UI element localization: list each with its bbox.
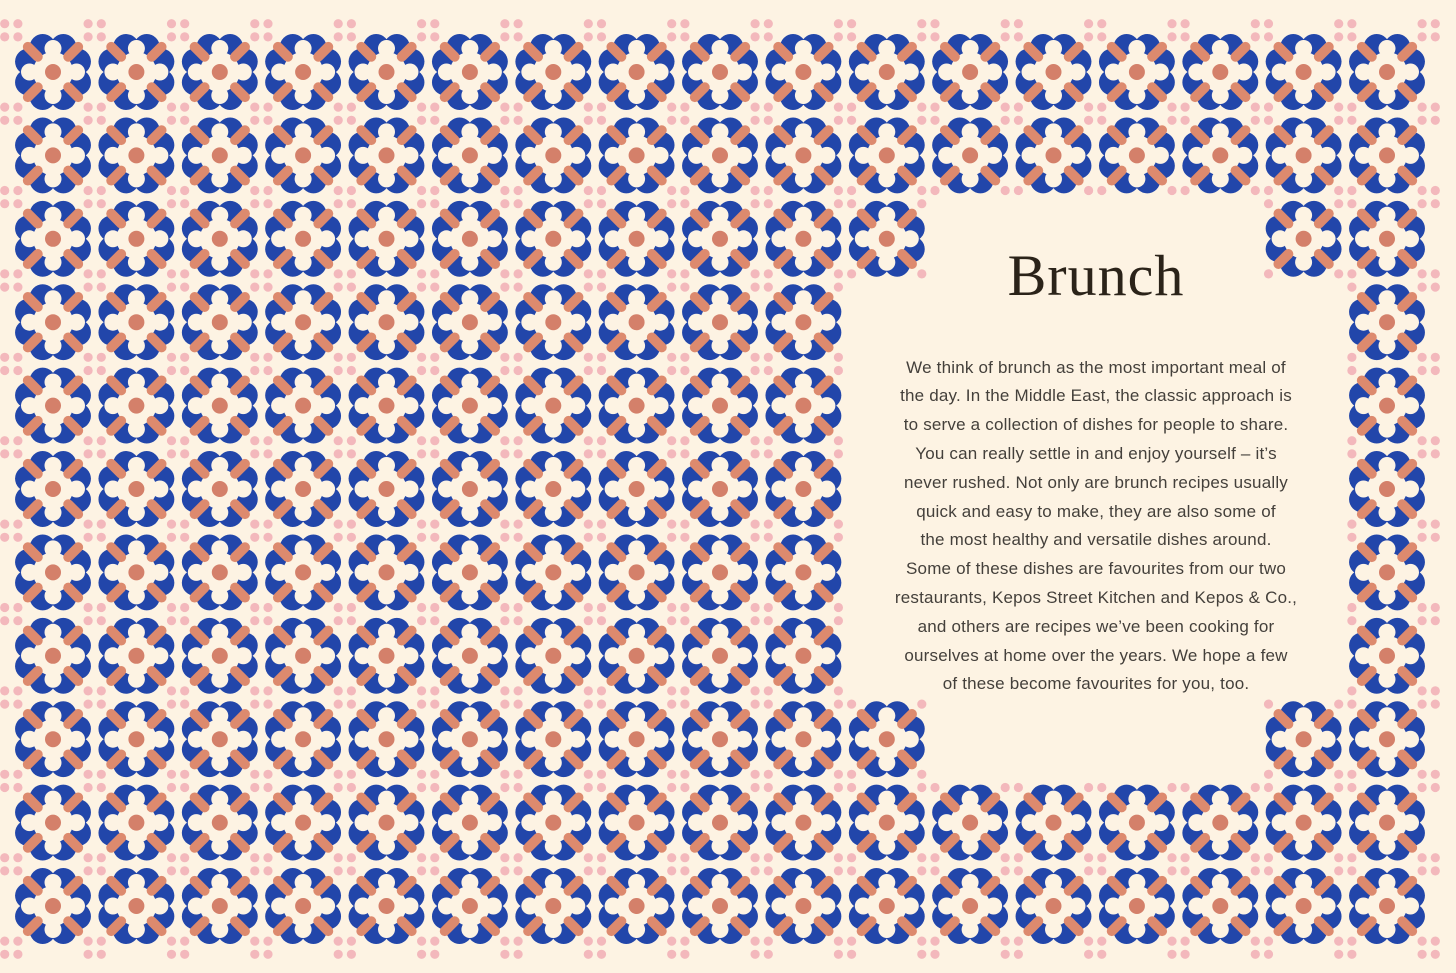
chapter-intro-panel — [846, 197, 1346, 781]
text-line: to serve a collection of dishes for people to share. — [903, 415, 1289, 435]
chapter-intro-text — [846, 354, 1346, 700]
text-line: We think of brunch as the most important meal of — [906, 357, 1286, 377]
text-line: never rushed. Not only are brunch recipes usually — [904, 472, 1288, 492]
text-line: Some of these dishes are favourites from our two — [906, 559, 1286, 579]
text-line: quick and easy to make, they are also some of — [916, 501, 1276, 521]
text-line: ourselves at home over the years. We hope a few — [904, 645, 1288, 665]
text-line: You can really settle in and enjoy yourself – it’s — [915, 444, 1277, 464]
text-line: restaurants, Kepos Street Kitchen and Kepos & Co., — [894, 588, 1298, 608]
text-line: and others are recipes we’ve been cooking for — [917, 616, 1275, 636]
text-line: the day. In the Middle East, the classic approach is — [900, 386, 1292, 406]
chapter-title: Brunch — [1007, 243, 1185, 308]
text-line: of these become favourites for you, too. — [942, 674, 1250, 694]
text-line: the most healthy and versatile dishes around. — [920, 530, 1272, 550]
